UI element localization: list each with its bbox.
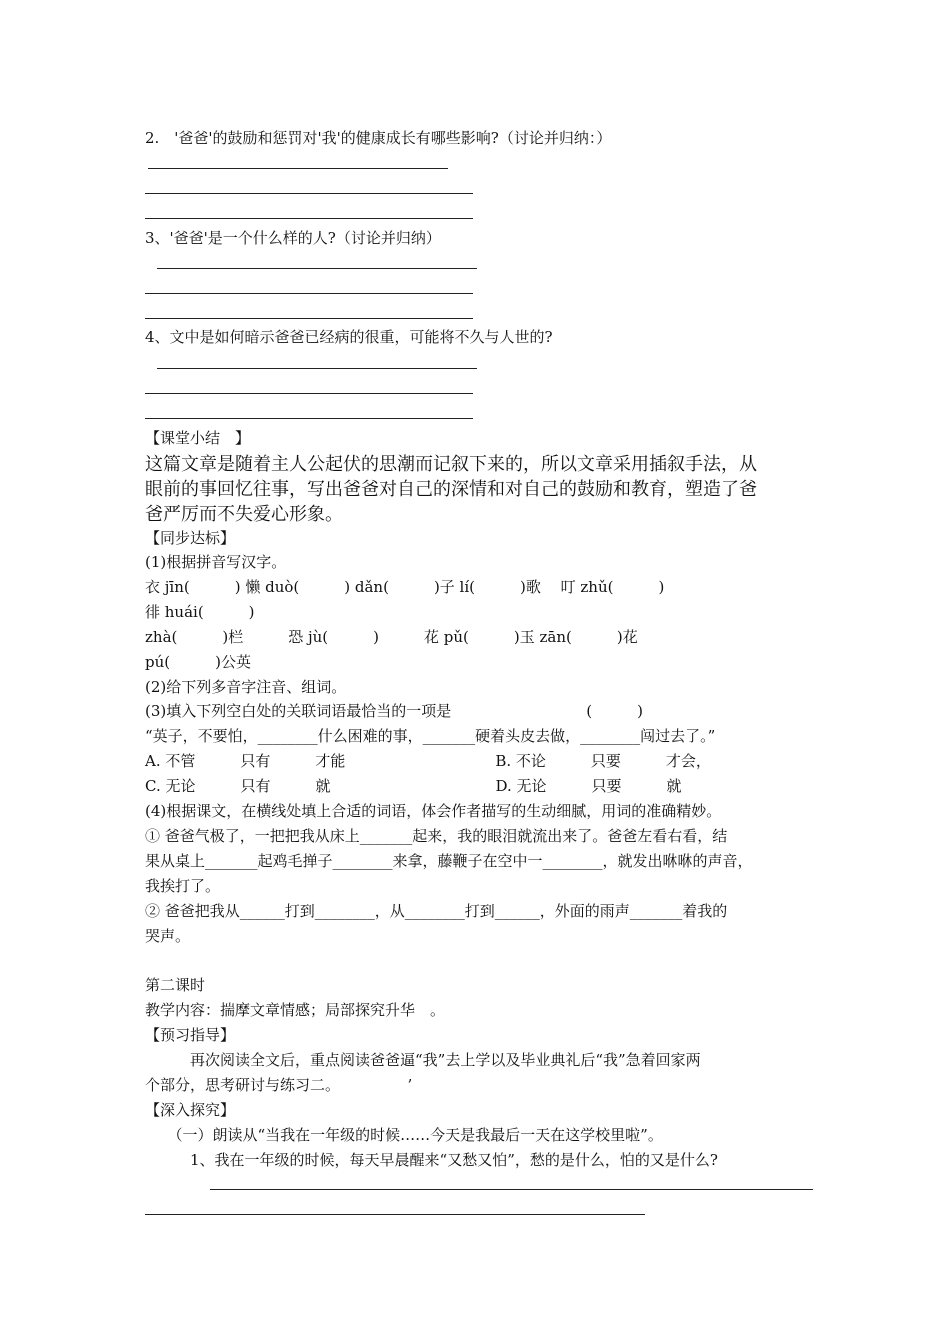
question-2: 2. '爸爸'的鼓励和惩罚对'我'的健康成长有哪些影响?（讨论并归纳：） <box>145 129 612 147</box>
pinyin-row-4: pú( )公英 <box>145 653 251 671</box>
sync-p4-title: (4)根据课文，在横线处填上合适的词语，体会作者描写的生动细腻，用词的准确精妙。 <box>145 802 722 820</box>
answer-line[interactable] <box>157 368 477 369</box>
lesson2-content: 教学内容：揣摩文章情感；局部探究升华 。 <box>145 1001 446 1019</box>
sync-p1-title: (1)根据拼音写汉字。 <box>145 553 287 571</box>
p4-item1-line1: ① 爸爸气极了，一把把我从床上_______起来，我的眼泪就流出来了。爸爸左看右看，结 <box>145 827 728 845</box>
answer-line[interactable] <box>145 418 473 419</box>
summary-heading: 【课堂小结 】 <box>145 429 251 447</box>
preview-heading: 【预习指导】 <box>145 1026 236 1044</box>
question-4: 4、文中是如何暗示爸爸已经病的很重，可能将不久与人世的? <box>145 328 553 346</box>
answer-line[interactable] <box>157 268 477 269</box>
answer-line[interactable] <box>145 393 473 394</box>
sync-p3-sentence: “英子，不要怕，________什么困难的事，_______硬着头皮去做，________闯过去了。” <box>145 727 716 745</box>
sync-heading: 【同步达标】 <box>145 529 236 547</box>
pinyin-row-2: 徘 huái( ) <box>145 603 255 621</box>
explore-line-2: 1、我在一年级的时候，每天早晨醒来“又愁又怕”，愁的是什么，怕的又是什么? <box>145 1151 718 1169</box>
option-a-b: A. 不管 只有 才能 B. 不论 只要 才会， <box>145 752 711 770</box>
preview-line-2: 个部分，思考研讨与练习二。 ’ <box>145 1076 413 1094</box>
pinyin-row-1: 衣 jīn( ) 懒 duò( ) dǎn( )子 lí( )歌 叮 zhǔ( ) <box>145 578 665 596</box>
answer-line[interactable] <box>145 193 473 194</box>
p4-item1-line2: 果从桌上_______起鸡毛掸子________来拿，藤鞭子在空中一________，就发出咻咻的声音， <box>145 852 753 870</box>
lesson2-title: 第二课时 <box>145 976 206 994</box>
answer-line[interactable] <box>145 293 473 294</box>
summary-line-3: 爸严厉而不失爱心形象。 <box>145 504 343 525</box>
pinyin-row-3: zhà( )栏 恐 jù( ) 花 pǔ( )玉 zān( )花 <box>145 628 638 646</box>
p4-item1-line3: 我挨打了。 <box>145 877 221 895</box>
sync-p3-title: (3)填入下列空白处的关联词语最恰当的一项是 ( ) <box>145 702 643 720</box>
preview-line-1: 再次阅读全文后，重点阅读爸爸逼“我”去上学以及毕业典礼后“我”急着回家两 <box>145 1051 701 1069</box>
answer-line[interactable] <box>210 1189 813 1190</box>
summary-line-2: 眼前的事回忆往事，写出爸爸对自己的深情和对自己的鼓励和教育，塑造了爸 <box>145 479 757 500</box>
summary-line-1: 这篇文章是随着主人公起伏的思潮而记叙下来的，所以文章采用插叙手法，从 <box>145 454 757 475</box>
explore-heading: 【深入探究】 <box>145 1101 236 1119</box>
question-3: 3、'爸爸'是一个什么样的人?（讨论并归纳） <box>145 229 441 247</box>
answer-line[interactable] <box>145 1214 645 1215</box>
p4-item2-line2: 哭声。 <box>145 927 191 945</box>
option-c-d: C. 无论 只有 就 D. 无论 只要 就 <box>145 777 682 795</box>
answer-line[interactable] <box>145 218 473 219</box>
explore-line-1: （一）朗读从“当我在一年级的时候……今天是我最后一天在这学校里啦”。 <box>145 1126 663 1144</box>
answer-line[interactable] <box>145 318 473 319</box>
sync-p2-title: (2)给下列多音字注音、组词。 <box>145 678 347 696</box>
answer-line[interactable] <box>148 168 448 169</box>
p4-item2-line1: ② 爸爸把我从______打到________，从________打到______，外面的雨声_______着我的 <box>145 902 728 920</box>
